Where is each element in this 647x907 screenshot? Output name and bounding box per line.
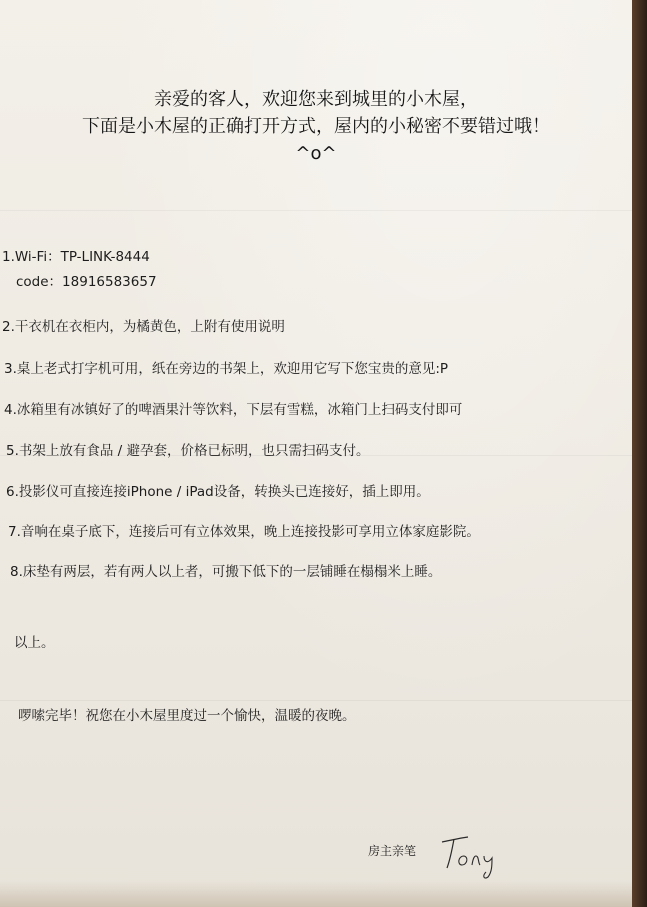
greeting-line-1: 亲爱的客人，欢迎您来到城里的小木屋， <box>154 89 478 110</box>
closing-end: 以上。 <box>14 635 55 651</box>
rule-item: 5.书架上放有食品 / 避孕套，价格已标明，也只需扫码支付。 <box>6 443 370 459</box>
rule-item: 7.音响在桌子底下，连接后可有立体效果，晚上连接投影可享用立体家庭影院。 <box>8 524 480 540</box>
closing-wish: 啰嗦完毕！祝您在小木屋里度过一个愉快，温暖的夜晚。 <box>18 708 356 724</box>
rule-wifi: 1.Wi-Fi：TP-LINK-8444 <box>2 249 150 265</box>
bottom-shadow <box>0 881 632 907</box>
signature-handwriting <box>438 832 518 882</box>
paper-crease <box>0 700 632 701</box>
rule-wifi-code: code：18916583657 <box>16 274 157 290</box>
wooden-frame-edge <box>632 0 647 907</box>
signature-label: 房主亲笔 <box>368 844 417 858</box>
paper-crease <box>0 210 632 211</box>
rule-item: 6.投影仪可直接连接iPhone / iPad设备，转换头已连接好，插上即用。 <box>6 484 430 500</box>
greeting <box>0 86 632 167</box>
rule-item: 3.桌上老式打字机可用，纸在旁边的书架上，欢迎用它写下您宝贵的意见:P <box>4 361 449 377</box>
greeting-line-2: 下面是小木屋的正确打开方式，屋内的小秘密不要错过哦！ <box>82 116 550 137</box>
rule-item: 2.干衣机在衣柜内，为橘黄色，上附有使用说明 <box>2 319 285 335</box>
rule-item: 4.冰箱里有冰镇好了的啤酒果汁等饮料，下层有雪糕，冰箱门上扫码支付即可 <box>4 402 463 418</box>
rule-item: 8.床垫有两层，若有两人以上者，可搬下低下的一层铺睡在榻榻米上睡。 <box>10 564 442 580</box>
greeting-line-3: ^o^ <box>295 143 337 164</box>
